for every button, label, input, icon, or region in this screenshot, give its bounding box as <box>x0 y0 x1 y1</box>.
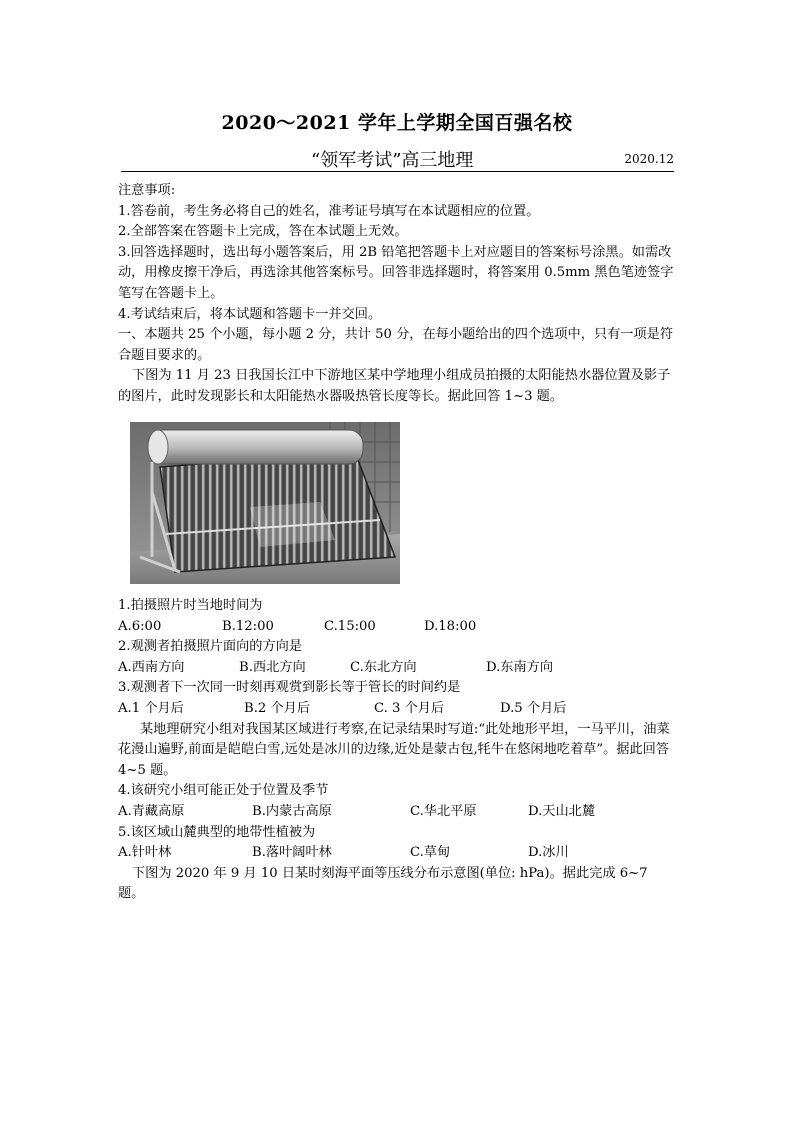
options-row <box>118 658 678 679</box>
option-d[interactable]: D.5 个月后 <box>500 700 567 716</box>
option-a[interactable]: A.西南方向 <box>118 659 185 675</box>
questions-section <box>118 596 678 905</box>
question-stem: 4.该研究小组可能正处于位置及季节 <box>118 783 329 799</box>
option-b[interactable]: B.西北方向 <box>239 659 306 675</box>
options-row <box>118 802 678 823</box>
notice-item: 3.回答选择题时，选出每小题答案后，用 2B 铅笔把答题卡上对应题目的答案标号涂黑。如需改动，用橡皮擦干净后，再选涂其他答案标号。回答非选择题时，将答案用 0.5mm 黑色笔迹签字笔写在答题卡上。 <box>118 244 674 301</box>
option-d[interactable]: D.18:00 <box>424 618 477 634</box>
option-b[interactable]: B.12:00 <box>222 618 274 634</box>
option-b[interactable]: B.2 个月后 <box>244 700 311 716</box>
option-a[interactable]: A.1 个月后 <box>118 700 184 716</box>
option-c[interactable]: C.东北方向 <box>350 659 417 675</box>
option-a[interactable]: A.6:00 <box>118 618 162 634</box>
option-b[interactable]: B.落叶阔叶林 <box>252 845 332 861</box>
option-c[interactable]: C.15:00 <box>324 618 376 634</box>
options-row <box>118 617 678 638</box>
notice-section <box>118 181 678 408</box>
exam-subtitle: “领军考试”高三地理 <box>311 150 474 171</box>
question-intro: 下图为 11 月 23 日我国长江中下游地区某中学地理小组成员拍摄的太阳能热水器位置及影子的图片，此时发现影长和太阳能热水器吸热管长度等长。据此回答 1~3 题。 <box>118 368 671 404</box>
notice-item: 1.答卷前，考生务必将自己的姓名，准考证号填写在本试题相应的位置。 <box>118 203 540 219</box>
notice-item: 4.考试结束后，将本试题和答题卡一并交回。 <box>118 306 382 322</box>
section-heading: 一、本题共 25 个小题，每小题 2 分，共计 50 分，在每小题给出的四个选项中，只有一项是符合题目要求的。 <box>118 327 674 363</box>
question-stem: 1.拍摄照片时当地时间为 <box>118 598 263 613</box>
exam-title: 2020～2021 学年上学期全国百强名校 <box>221 112 573 134</box>
options-row <box>118 699 678 720</box>
notice-item: 2.全部答案在答题卡上完成，答在本试题上无效。 <box>118 224 408 240</box>
solar-heater-illustration <box>130 422 400 584</box>
option-b[interactable]: B.内蒙古高原 <box>252 803 332 819</box>
options-row <box>118 843 678 864</box>
solar-water-heater-photo <box>130 422 400 584</box>
question-stem: 3.观测者下一次同一时刻再观赏到影长等于管长的时间约是 <box>118 680 461 696</box>
question-stem: 5.该区域山麓典型的地带性植被为 <box>118 824 316 840</box>
option-d[interactable]: D.冰川 <box>528 845 569 861</box>
option-c[interactable]: C.草甸 <box>410 845 451 861</box>
subtitle-row <box>121 146 674 172</box>
option-a[interactable]: A.针叶林 <box>118 845 172 861</box>
exam-date: 2020.12 <box>624 152 674 166</box>
option-c[interactable]: C.华北平原 <box>410 803 477 819</box>
option-a[interactable]: A.青藏高原 <box>118 803 185 819</box>
option-c[interactable]: C. 3 个月后 <box>374 700 445 716</box>
passage: 某地理研究小组对我国某区域进行考察,在记录结果时写道:“此处地形平坦，一马平川，油菜花漫山遍野,前面是皑皑白雪,远处是冰川的边缘,近处是蒙古包,牦牛在悠闲地吃着草”。据此回答 4~5 题。 <box>118 721 670 778</box>
option-d[interactable]: D.东南方向 <box>486 659 554 675</box>
passage: 下图为 2020 年 9 月 10 日某时刻海平面等压线分布示意图(单位: hPa)。据此完成 6~7 题。 <box>118 865 648 902</box>
question-stem: 2.观测者拍摄照片面向的方向是 <box>118 639 303 655</box>
notice-heading: 注意事项: <box>118 183 176 198</box>
option-d[interactable]: D.天山北麓 <box>528 803 596 819</box>
